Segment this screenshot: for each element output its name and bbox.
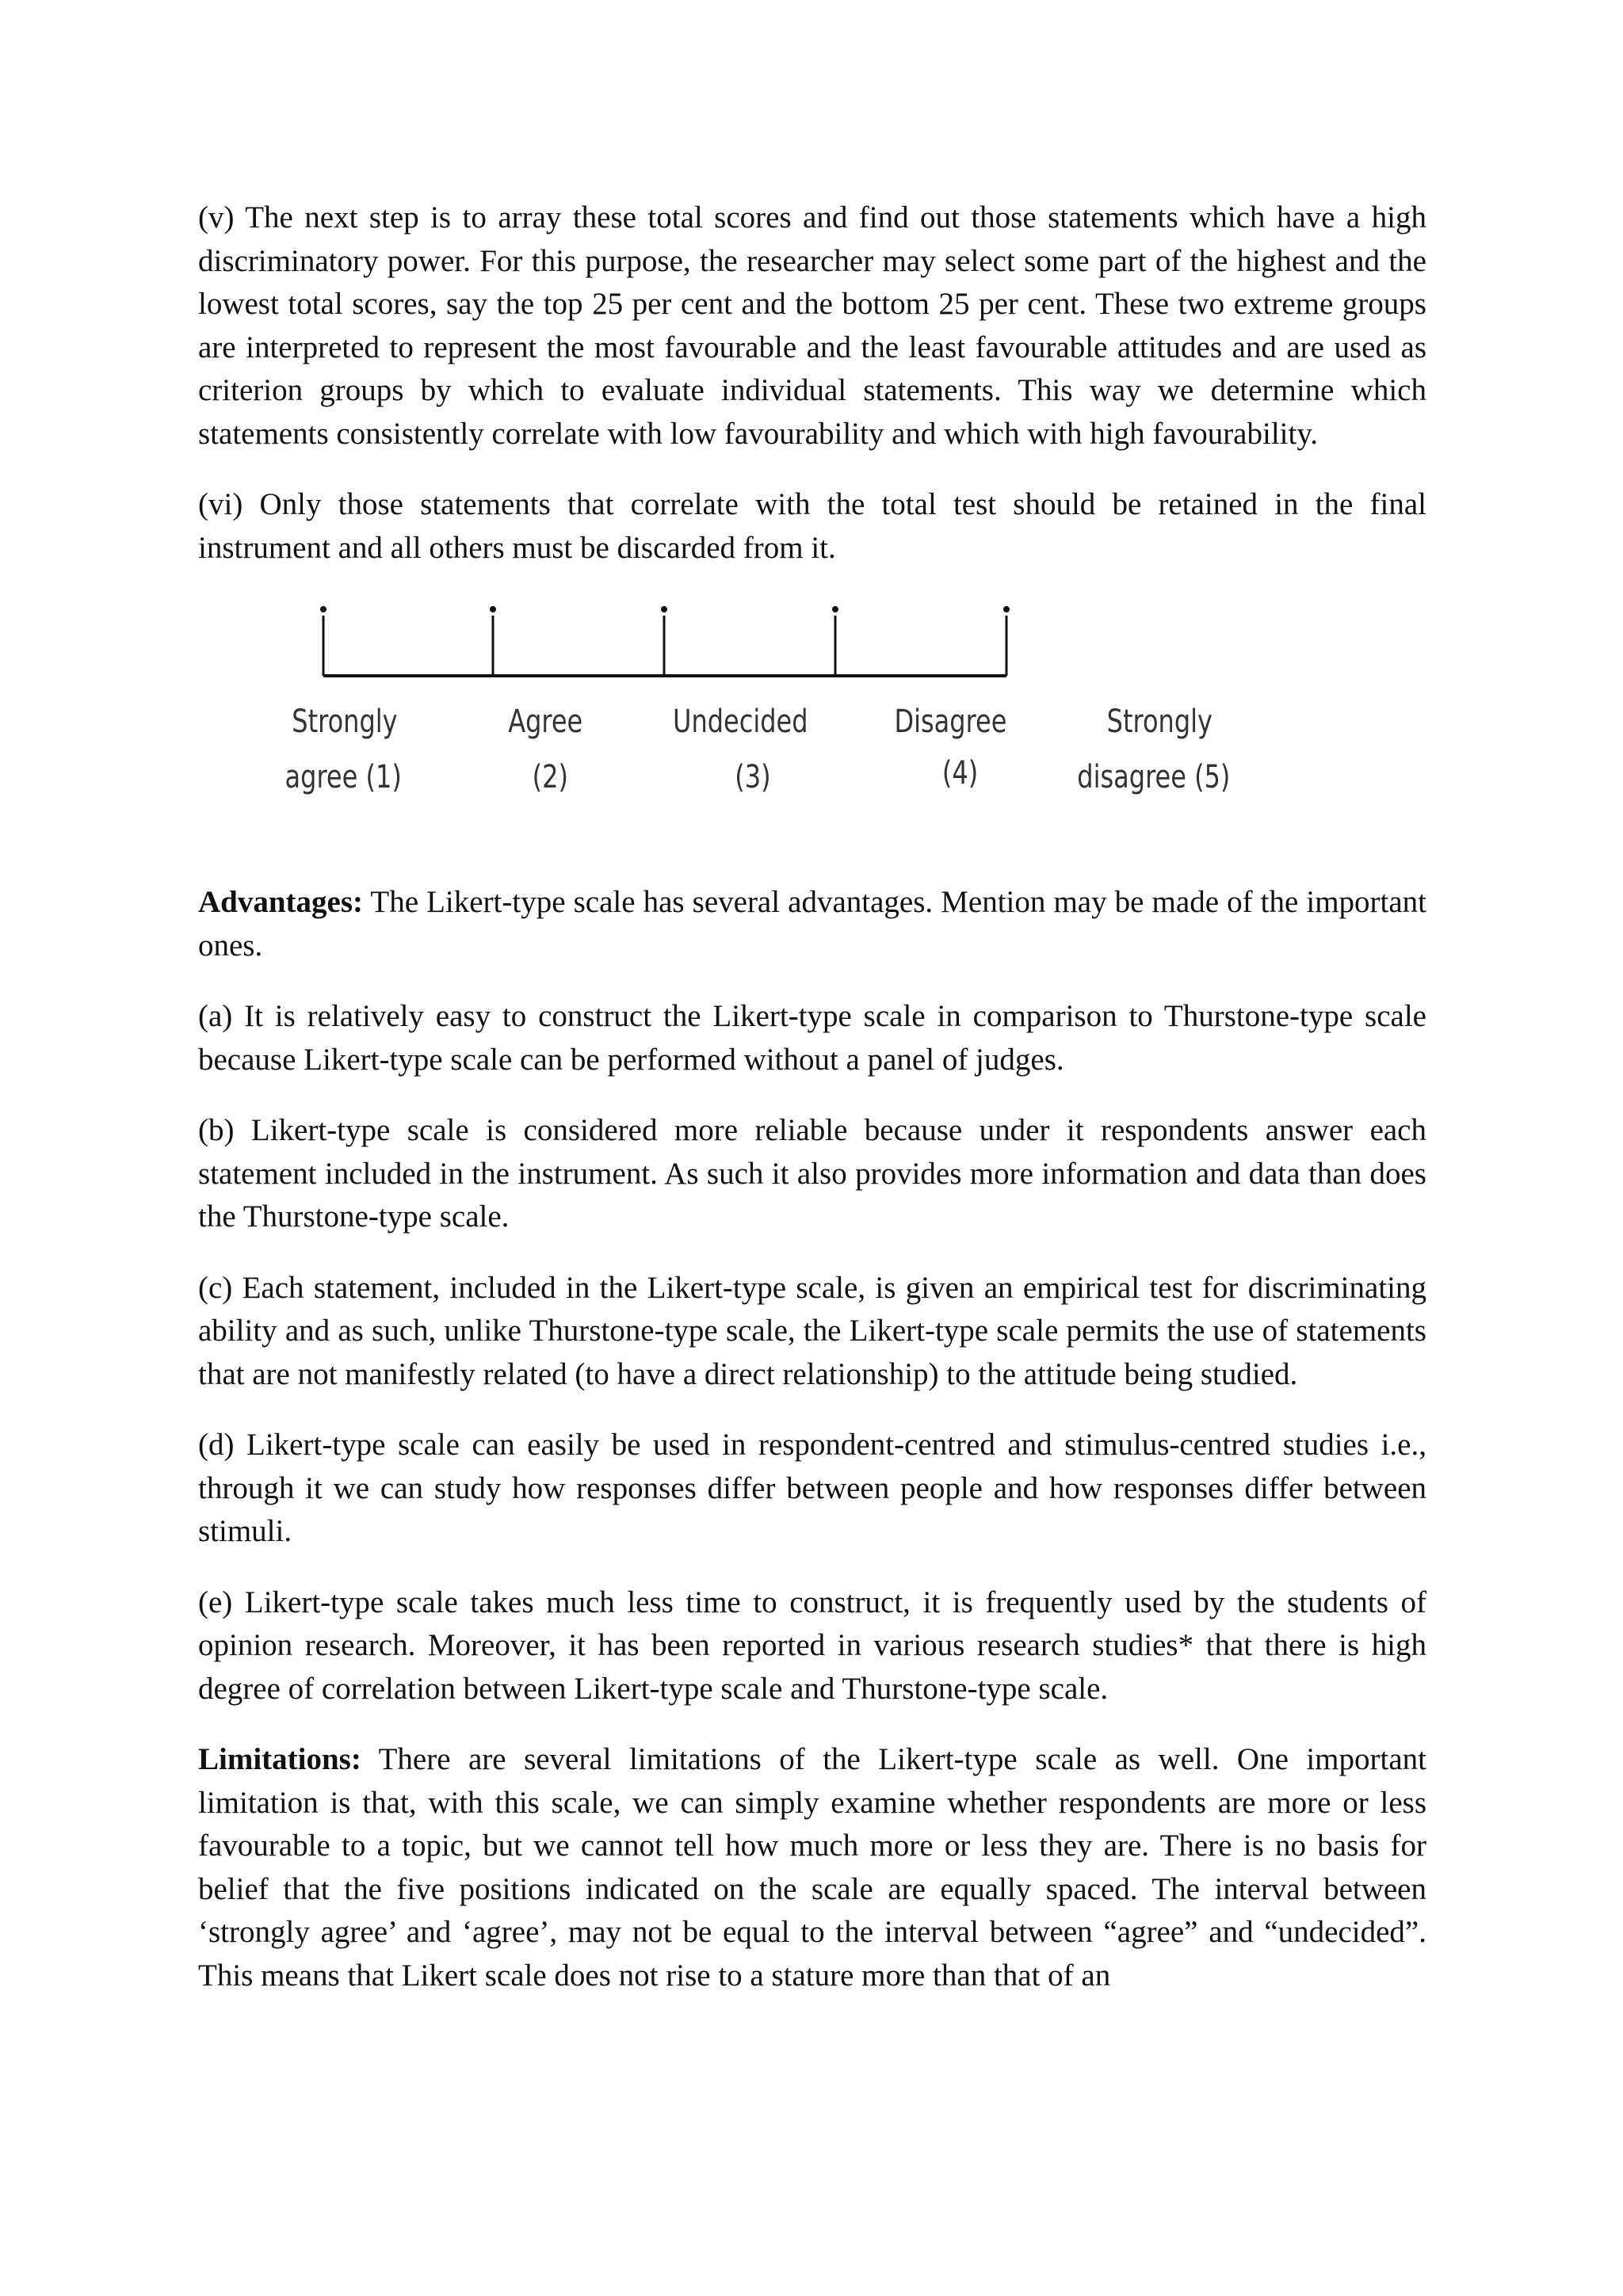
paragraph-vi: (vi) Only those statements that correlate with the total test should be retained in the final instrument and all others must be discarded from it. — [198, 487, 1426, 565]
scale-label-2-line2: (2) — [532, 757, 568, 795]
likert-scale-diagram — [198, 601, 1426, 843]
advantage-item-b: (b) Likert-type scale is considered more reliable because under it respondents answer each statement included in the instrument. As such it also provides more information and data than does the Thurstone-type scale. — [198, 1113, 1426, 1234]
advantage-item-d: (d) Likert-type scale can easily be used in respondent-centred and stimulus-centred studies i.e., through it we can study how responses differ between people and how responses differ between stimuli. — [198, 1428, 1426, 1548]
limitations-text: There are several limitations of the Likert-type scale as well. One important limitation is that, with this scale, we can simply examine whether respondents are more or less favourable to a topic, but we cannot tell how much more or less they are. There is no basis for belief that the five positions indicated on the scale are equally spaced. The interval between ‘strongly agree’ and ‘agree’, may not be equal to the interval between “agree” and “undecided”. This means that Likert scale does not rise to a stature more than that of an — [198, 1742, 1426, 1993]
paragraph-v: (v) The next step is to array these total scores and find out those statements which have a high discriminatory power. For this purpose, the researcher may select some part of the highest and the lowest total scores, say the top 25 per cent and the bottom 25 per cent. These two extreme groups are interpreted to represent the most favourable and the least favourable attitudes and are used as criterion groups by which to evaluate individual statements. This way we determine which statements consistently correlate with low favourability and which with high favourability. — [198, 200, 1426, 451]
scale-point-5 — [1003, 606, 1230, 795]
scale-label-5-line1: Strongly — [1106, 702, 1212, 740]
scale-dot — [832, 606, 838, 612]
advantages-heading: Advantages: — [198, 885, 364, 919]
scale-label-4-line2: (4) — [941, 753, 979, 791]
limitations-heading: Limitations: — [198, 1742, 361, 1776]
limitations-paragraph — [198, 1738, 1426, 1997]
document-page — [198, 196, 1426, 2025]
advantage-item-e: (e) Likert-type scale takes much less time to construct, it is frequently used by the students of opinion research. Moreover, it has been reported in various research studies* that there is high degree of correlation between Likert-type scale and Thurstone-type scale. — [198, 1585, 1426, 1706]
scale-label-1-line2: agree (1) — [285, 757, 402, 795]
scale-dot — [490, 606, 496, 612]
scale-label-2-line1: Agree — [508, 702, 583, 740]
scale-point-4 — [832, 606, 1006, 791]
advantages-intro: The Likert-type scale has several advantages. Mention may be made of the important ones. — [198, 885, 1426, 963]
advantages-paragraph — [198, 881, 1426, 967]
scale-point-1 — [285, 606, 402, 795]
scale-label-3-line2: (3) — [735, 757, 771, 795]
scale-label-1-line1: Strongly — [292, 702, 398, 740]
scale-label-3-line1: Undecided — [673, 702, 808, 740]
scale-dot — [1003, 606, 1010, 612]
scale-dot — [661, 606, 667, 612]
likert-scale-figure — [198, 601, 1426, 843]
scale-point-3 — [661, 606, 808, 795]
scale-point-2 — [490, 606, 582, 795]
scale-label-4-line1: Disagree — [894, 702, 1007, 740]
advantage-item-c: (c) Each statement, included in the Likert-type scale, is given an empirical test for discriminating ability and as such, unlike Thurstone-type scale, the Likert-type scale permits the use of statements that are not manifestly related (to have a direct relationship) to the attitude being studied. — [198, 1270, 1426, 1391]
scale-label-5-line2: disagree (5) — [1077, 757, 1231, 795]
scale-dot — [320, 606, 327, 612]
advantage-item-a: (a) It is relatively easy to construct the Likert-type scale in comparison to Thurstone-type scale because Likert-type scale can be performed without a panel of judges. — [198, 999, 1426, 1077]
